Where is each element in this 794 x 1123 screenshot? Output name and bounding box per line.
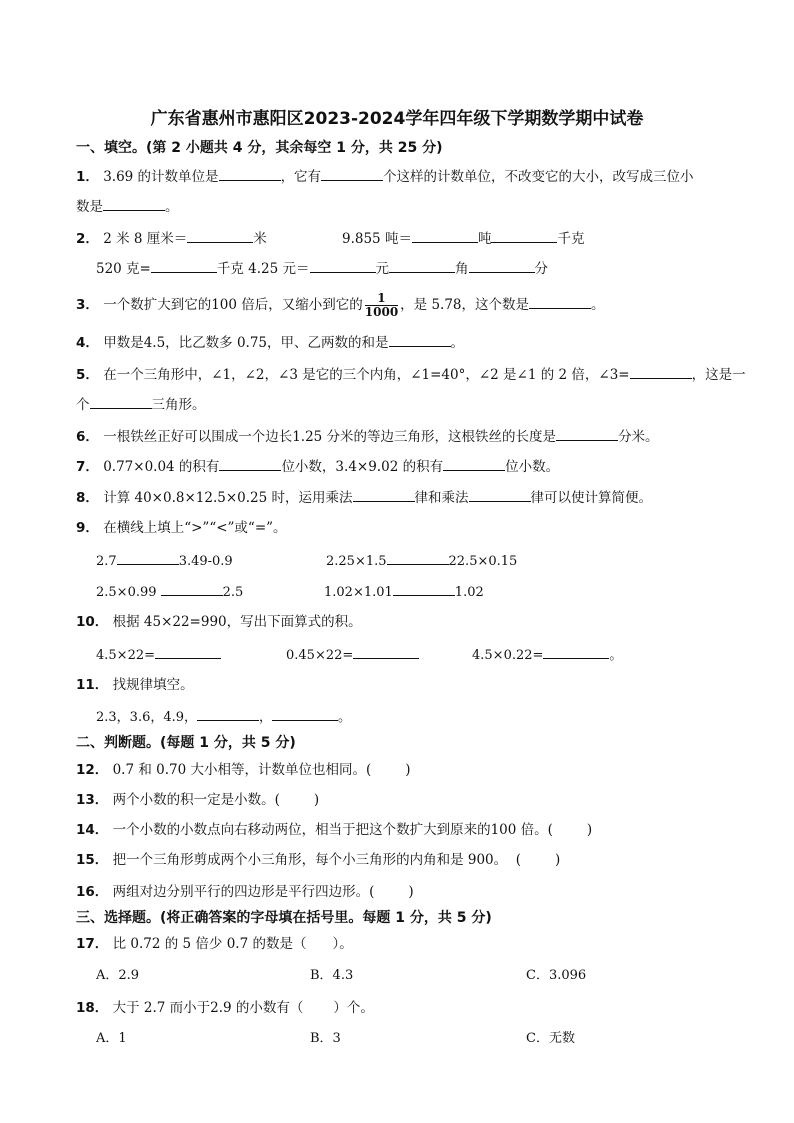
answer-blank[interactable] — [353, 487, 415, 502]
question-17: 17． 比 0.72 的 5 倍少 0.7 的数是（ ）。 — [76, 936, 353, 952]
answer-blank[interactable] — [491, 228, 557, 243]
question-17-option-b[interactable]: B．4.3 — [310, 968, 354, 983]
question-18-option-b[interactable]: B．3 — [310, 1031, 341, 1046]
answer-blank[interactable] — [529, 294, 591, 309]
question-9-row-1-a: 2.7 3.49-0.9 — [96, 550, 233, 572]
answer-blank[interactable] — [310, 258, 376, 273]
answer-blank[interactable] — [219, 456, 281, 471]
answer-blank[interactable] — [272, 706, 338, 721]
answer-blank[interactable] — [469, 258, 535, 273]
question-16: 16． 两组对边分别平行的四边形是平行四边形。( ) — [76, 884, 414, 900]
question-9-row-2-a: 2.5×0.99 2.5 — [96, 581, 243, 603]
question-10: 10． 根据 45×22=990，写出下面算式的积。 — [76, 614, 362, 630]
question-9-row-2-b: 1.02×1.01 1.02 — [324, 581, 484, 603]
answer-blank[interactable] — [543, 644, 609, 659]
question-7: 7． 0.77×0.04 的积有 位小数，3.4×9.02 的积有 位小数。 — [76, 456, 559, 477]
question-11: 11． 找规律填空。 — [76, 677, 194, 693]
question-1: 1． 3.69 的计数单位是 ，它有 个这样的计数单位，不改变它的大小，改写成三位小 — [76, 166, 694, 187]
question-8: 8． 计算 40×0.8×12.5×0.25 时，运用乘法 律和乘法 律可以使计算简便。 — [76, 487, 652, 508]
question-12: 12． 0.7 和 0.70 大小相等，计数单位也相同。( ) — [76, 762, 411, 778]
question-14: 14． 一个小数的小数点向右移动两位，相当于把这个数扩大到原来的100 倍。( ) — [76, 822, 593, 838]
answer-blank[interactable] — [387, 550, 449, 565]
question-10-part-c: 4.5×0.22= 。 — [472, 644, 622, 666]
question-1-continued: 数是 。 — [76, 196, 179, 217]
question-10-part-a: 4.5×22= — [96, 644, 221, 666]
question-18-option-c[interactable]: C．无数 — [526, 1031, 575, 1046]
answer-blank[interactable] — [117, 550, 179, 565]
question-9: 9． 在横线上填上“>”“<”或“=”。 — [76, 520, 287, 536]
fraction: $\frac{1}{1000}$ — [364, 291, 399, 319]
question-4: 4． 甲数是4.5，比乙数多 0.75，甲、乙两数的和是 。 — [76, 332, 464, 353]
page-title: 广东省惠州市惠阳区2023-2024学年四年级下学期数学期中试卷 — [150, 109, 644, 129]
answer-blank[interactable] — [219, 166, 281, 181]
answer-blank[interactable] — [412, 228, 478, 243]
answer-blank[interactable] — [103, 196, 165, 211]
answer-blank[interactable] — [443, 456, 505, 471]
answer-blank[interactable] — [630, 364, 692, 379]
answer-blank[interactable] — [389, 332, 451, 347]
answer-blank[interactable] — [187, 228, 253, 243]
section-true-false-heading: 二、判断题。(每题 1 分，共 5 分) — [76, 735, 296, 751]
question-2-part-b: 9.855 吨＝ 吨 千克 — [342, 228, 584, 249]
question-11-sequence: 2.3，3.6，4.9， ， 。 — [96, 706, 351, 728]
question-6: 6． 一根铁丝正好可以围成一个边长1.25 分米的等边三角形，这根铁丝的长度是 分米。 — [76, 426, 659, 447]
answer-blank[interactable] — [556, 426, 618, 441]
question-10-part-b: 0.45×22= — [286, 644, 419, 666]
answer-blank[interactable] — [389, 258, 455, 273]
answer-blank[interactable] — [151, 258, 217, 273]
question-5-continued: 个 三角形。 — [76, 394, 206, 415]
question-15: 15． 把一个三角形剪成两个小三角形，每个小三角形的内角和是 900。 ( ) — [76, 852, 561, 868]
question-9-row-1-b: 2.25×1.5 22.5×0.15 — [326, 550, 517, 572]
question-5: 5． 在一个三角形中，∠1，∠2，∠3 是它的三个内角，∠1=40°，∠2 是∠1 的 2 倍，∠3= ，这是一 — [76, 364, 746, 385]
answer-blank[interactable] — [393, 581, 455, 596]
section-fill-in-heading: 一、填空。(第 2 小题共 4 分，其余每空 1 分，共 25 分) — [76, 140, 443, 156]
question-2-row-2: 520 克= 千克 4.25 元＝ 元 角 分 — [96, 258, 548, 279]
answer-blank[interactable] — [469, 487, 531, 502]
answer-blank[interactable] — [161, 581, 223, 596]
answer-blank[interactable] — [90, 394, 152, 409]
answer-blank[interactable] — [321, 166, 383, 181]
question-18: 18． 大于 2.7 而小于2.9 的小数有（ ）个。 — [76, 1000, 374, 1016]
question-13: 13． 两个小数的积一定是小数。( ) — [76, 792, 320, 808]
question-17-option-c[interactable]: C．3.096 — [526, 968, 587, 983]
section-multiple-choice-heading: 三、选择题。(将正确答案的字母填在括号里。每题 1 分，共 5 分) — [76, 910, 492, 926]
answer-blank[interactable] — [353, 644, 419, 659]
question-2: 2． 2 米 8 厘米＝ 米 — [76, 228, 267, 249]
question-17-option-a[interactable]: A．2.9 — [96, 968, 140, 983]
question-18-option-a[interactable]: A．1 — [96, 1031, 127, 1046]
question-3: 3． 一个数扩大到它的100 倍后，又缩小到它的 $\frac{1}{1000}$ ，是 5.78，这个数是 。 — [76, 291, 605, 319]
answer-blank[interactable] — [155, 644, 221, 659]
answer-blank[interactable] — [197, 706, 259, 721]
